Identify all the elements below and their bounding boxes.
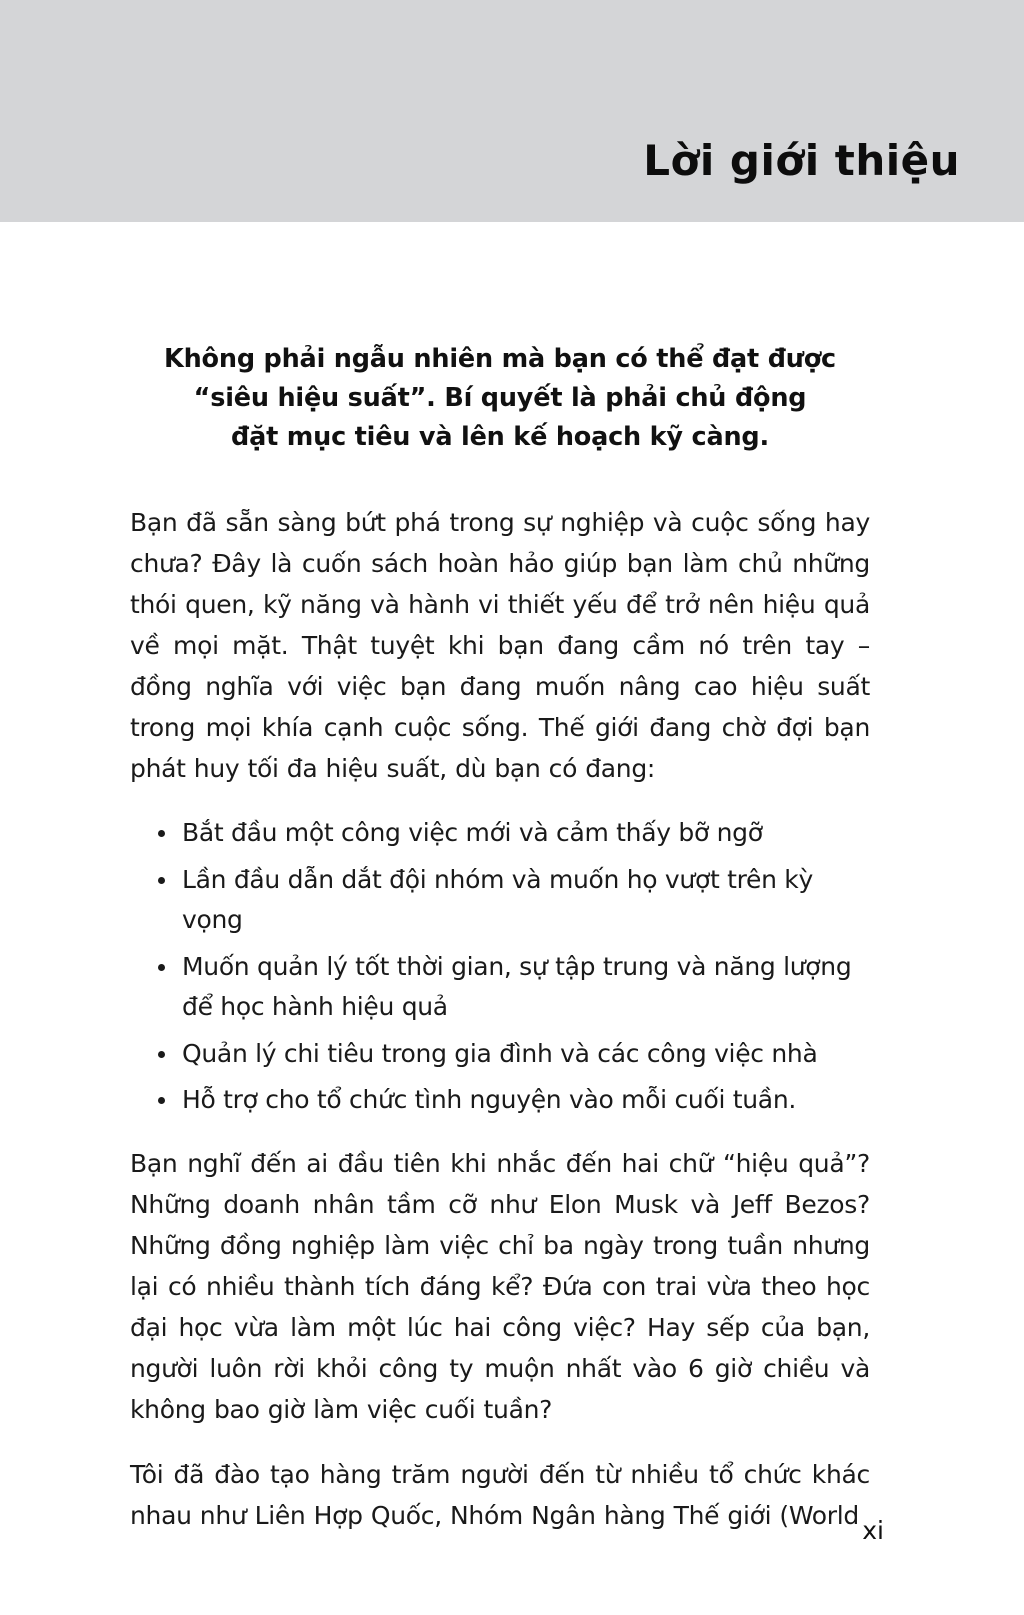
content-column (130, 340, 870, 1560)
page-header-band (0, 0, 1024, 222)
list-item: Lần đầu dẫn dắt đội nhóm và muốn họ vượt trên kỳ vọng (156, 860, 870, 941)
list-item: Quản lý chi tiêu trong gia đình và các công việc nhà (156, 1034, 870, 1075)
epigraph-line-1: Không phải ngẫu nhiên mà bạn có thể đạt được (164, 344, 836, 374)
page-title: Lời giới thiệu (643, 136, 960, 185)
paragraph-training: Tôi đã đào tạo hàng trăm người đến từ nhiều tổ chức khác nhau như Liên Hợp Quốc, Nhóm Ngân hàng Thế giới (World (130, 1459, 870, 1530)
list-item: Muốn quản lý tốt thời gian, sự tập trung và năng lượng để học hành hiệu quả (156, 947, 870, 1028)
epigraph-line-2: “siêu hiệu suất”. Bí quyết là phải chủ động (193, 382, 807, 413)
epigraph (130, 340, 870, 456)
list-item: Hỗ trợ cho tổ chức tình nguyện vào mỗi cuối tuần. (156, 1080, 870, 1121)
page-number: xi (862, 1516, 884, 1545)
epigraph-line-3: đặt mục tiêu và lên kế hoạch kỹ càng. (231, 421, 769, 452)
paragraph-intro: Bạn đã sẵn sàng bứt phá trong sự nghiệp và cuộc sống hay chưa? Đây là cuốn sách hoàn hảo giúp bạn làm chủ những thói quen, kỹ năng và hành vi thiết yếu để trở nên hiệu quả về mọi mặt. Thật tuyệt khi bạn đang cầm nó trên tay – đồng nghĩa với việc bạn đang muốn nâng cao hiệu suất trong mọi khía cạnh cuộc sống. Thế giới đang chờ đợi bạn phát huy tối đa hiệu suất, dù bạn có đang: (130, 508, 870, 784)
page-body (0, 222, 1024, 1615)
list-item: Bắt đầu một công việc mới và cảm thấy bỡ ngỡ (156, 813, 870, 854)
paragraph-questions: Bạn nghĩ đến ai đầu tiên khi nhắc đến hai chữ “hiệu quả”? Những doanh nhân tầm cỡ như Elon Musk và Jeff Bezos? Những đồng nghiệp làm việc chỉ ba ngày trong tuần nhưng lại có nhiều thành tích đáng kể? Đứa con trai vừa theo học đại học vừa làm một lúc hai công việc? Hay sếp của bạn, người luôn rời khỏi công ty muộn nhất vào 6 giờ chiều và không bao giờ làm việc cuối tuần? (130, 1148, 870, 1424)
bullet-list (130, 813, 870, 1121)
